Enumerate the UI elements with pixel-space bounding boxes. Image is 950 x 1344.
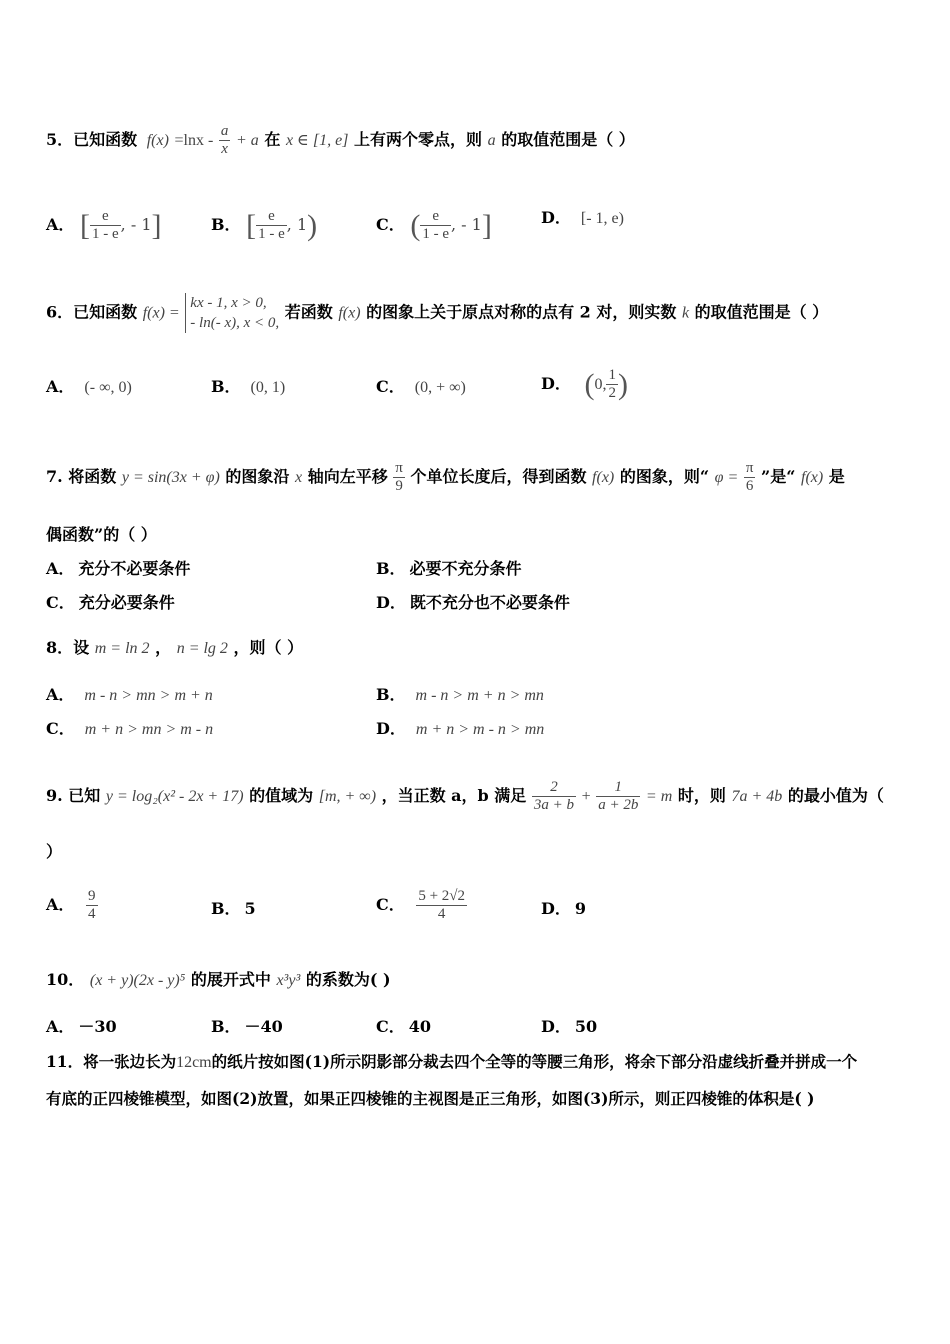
- q10-tail: 的系数为( ): [305, 970, 391, 989]
- q5-option-a-rest: , - 1: [120, 215, 152, 234]
- q7-phi: φ =: [714, 469, 739, 486]
- q7-mid2: 轴向左平移: [307, 467, 388, 486]
- q9-plus: +: [581, 788, 591, 805]
- q5-option-c-close: ]: [481, 208, 492, 242]
- q9-option-a[interactable]: A． $\frac{9}{4}$: [46, 888, 96, 922]
- q5-option-c[interactable]: [376, 208, 492, 243]
- q7-option-d[interactable]: D． 既不充分也不必要条件: [376, 593, 570, 612]
- q9-expr: 7a + 4b: [731, 788, 783, 805]
- q9-option-d-value: 9: [574, 899, 587, 918]
- q6-stem: [46, 293, 910, 333]
- q7-stem: [46, 460, 910, 495]
- q5-option-a-close: ]: [151, 208, 162, 242]
- q5-tail-text: 的取值范围是（ ）: [501, 130, 635, 149]
- q7-mid4: 的图象，则“: [619, 467, 710, 486]
- q6-option-a-value: (- ∞, 0): [84, 379, 132, 396]
- q7-option-c[interactable]: C． 充分必要条件: [46, 593, 175, 612]
- q9-option-b-value: 5: [244, 899, 256, 918]
- q5-option-c-open: (: [410, 208, 421, 242]
- q8-tail: ，则（ ）: [233, 638, 304, 657]
- q9-option-d[interactable]: D． 9: [541, 899, 587, 918]
- q11-pre: 11．将一张边长为: [46, 1052, 177, 1071]
- q5-option-c-label: C．: [376, 215, 405, 234]
- q6-option-c[interactable]: [376, 377, 466, 398]
- q6-option-d-frac: $\frac{1}{2}$: [608, 367, 616, 401]
- q6-option-d-label: D．: [541, 374, 571, 393]
- q5-option-d-value: [- 1, e): [580, 210, 624, 227]
- q6-tail-text: 的图象上关于原点对称的点有 2 对，则实数: [366, 302, 677, 322]
- q10-option-a-value: －30: [78, 1017, 117, 1036]
- q7-option-d-value: 既不充分也不必要条件: [409, 593, 570, 612]
- q5-at: 在: [264, 130, 281, 149]
- q9-frac-2: $\frac{1}{a + 2b}$: [598, 779, 639, 813]
- q9-func: y = log₂(x² - 2x + 17): [105, 788, 244, 805]
- q5-option-b-rest: , 1: [286, 215, 308, 234]
- q9-frac-1: $\frac{2}{3a + b}$: [533, 779, 575, 813]
- q9-stem: [46, 779, 910, 814]
- q5-option-a-frac: $\frac{e}{1 - e}$: [92, 208, 119, 242]
- q5-option-b-open: [: [246, 208, 257, 242]
- q6-option-a[interactable]: [46, 377, 132, 398]
- q5-frac-den: x: [221, 141, 228, 157]
- q7-shift-frac: $\frac{\pi}{9}$: [395, 460, 403, 494]
- q7-line2: 偶函数”的（ ）: [46, 525, 157, 544]
- q7-func: y = sin(3x + φ): [121, 469, 220, 486]
- q5-stem: [46, 123, 910, 158]
- q10-number: 10．: [46, 970, 85, 989]
- q5-number: 5．已知函数: [46, 130, 138, 149]
- q8-m: m = ln 2: [94, 640, 150, 657]
- q6-option-b[interactable]: [211, 377, 285, 398]
- q5-option-b-frac: $\frac{e}{1 - e}$: [258, 208, 285, 242]
- q5-option-d-label: D．: [541, 208, 571, 227]
- q5-option-b-close: ): [307, 208, 318, 242]
- q5-frac-num: a: [220, 123, 229, 139]
- q6-option-c-label: C．: [376, 377, 405, 396]
- q5-option-a-label: A．: [46, 215, 75, 234]
- q9-number: 9. 已知: [46, 786, 101, 805]
- q5-func-eq: =lnx -: [174, 132, 214, 149]
- q7-stem-line2: [46, 525, 910, 545]
- q8-option-b-value: m - n > m + n > mn: [415, 687, 544, 704]
- q10-option-b-value: －40: [244, 1017, 283, 1036]
- q9-stem-line2: [46, 842, 910, 862]
- q8-option-a-value: m - n > mn > m + n: [84, 687, 213, 704]
- q10-option-c-value: 40: [408, 1017, 432, 1036]
- q11-stem: [46, 1052, 910, 1073]
- q11-stem-line2: [46, 1089, 910, 1109]
- q6-option-d[interactable]: D． (0, $\frac{1}{2}$ ): [541, 367, 628, 401]
- q7-option-a[interactable]: A． 充分不必要条件: [46, 559, 191, 578]
- q9-line2: ）: [46, 842, 63, 861]
- q5-domain: x ∈ [1, e]: [285, 132, 349, 149]
- q8-comma: ，: [155, 638, 172, 657]
- q11-len: 12cm: [176, 1054, 212, 1071]
- q6-cases: [185, 293, 279, 333]
- q5-option-d[interactable]: [541, 208, 624, 229]
- q7-option-b[interactable]: B． 必要不充分条件: [376, 559, 522, 578]
- q8-option-c[interactable]: C． m + n > mn > m - n: [46, 719, 214, 738]
- q5-option-a[interactable]: [46, 208, 162, 243]
- q7-option-b-value: 必要不充分条件: [409, 559, 522, 578]
- q6-option-b-label: B．: [211, 377, 241, 396]
- q10-term: x³y³: [276, 972, 301, 989]
- q5-option-b-label: B．: [211, 215, 241, 234]
- q6-option-d-pre: 0,: [594, 376, 607, 393]
- q8-stem: [46, 638, 910, 659]
- q7-phi-frac: $\frac{\pi}{6}$: [745, 460, 754, 494]
- q10-expr: (x + y)(2x - y)⁵: [89, 972, 186, 989]
- q10-stem: [46, 970, 910, 991]
- q5-option-c-frac: $\frac{e}{1 - e}$: [422, 208, 449, 242]
- q7-fx: f(x): [592, 469, 615, 486]
- q5-plus-a: + a: [235, 132, 259, 149]
- q8-option-a[interactable]: A． m - n > mn > m + n: [46, 685, 213, 704]
- q9-eqm: = m: [645, 788, 673, 805]
- q9-mid2: ，当正数 a，b 满足: [381, 786, 527, 805]
- q7-mid5: ”是“: [761, 467, 796, 486]
- q6-number: 6．已知函数: [46, 302, 138, 322]
- q8-option-c-value: m + n > mn > m - n: [84, 721, 214, 738]
- q8-option-b[interactable]: B． m - n > m + n > mn: [376, 685, 544, 704]
- q10-option-c[interactable]: C． 40: [376, 1017, 432, 1036]
- q11-line1: 的纸片按如图(1)所示阴影部分裁去四个全等的等腰三角形，将余下部分沿虚线折叠并拼成一个: [211, 1052, 858, 1071]
- q7-option-a-value: 充分不必要条件: [78, 559, 191, 578]
- q8-option-d[interactable]: D． m + n > m - n > mn: [376, 719, 545, 738]
- q7-option-c-value: 充分必要条件: [78, 593, 175, 612]
- q6-option-b-value: (0, 1): [250, 379, 286, 396]
- q6-case-2: - ln(- x), x < 0,: [190, 315, 280, 331]
- q6-var-k: k: [681, 304, 690, 322]
- q6-end-text: 的取值范围是（ ）: [694, 302, 829, 322]
- q9-mid1: 的值域为: [249, 786, 314, 805]
- q7-number: 7. 将函数: [46, 467, 117, 486]
- q5-var-a: a: [487, 132, 496, 149]
- q6-func2: f(x): [338, 304, 361, 322]
- q6-case-1: kx - 1, x > 0,: [190, 295, 267, 311]
- q7-mid1: 的图象沿: [225, 467, 290, 486]
- q9-option-a-frac: $\frac{9}{4}$: [88, 888, 96, 922]
- q7-mid3: 个单位长度后，得到函数: [410, 467, 587, 486]
- q6-mid-text: 若函数: [284, 302, 333, 322]
- q9-mid3: 时，则: [677, 786, 726, 805]
- q7-fx2: f(x): [801, 469, 824, 486]
- q5-option-c-rest: , - 1: [450, 215, 482, 234]
- q8-n: n = lg 2: [176, 640, 228, 657]
- q6-option-c-value: (0, + ∞): [414, 379, 466, 396]
- q9-option-b[interactable]: B． 5: [211, 899, 256, 918]
- q6-option-a-label: A．: [46, 377, 75, 396]
- q8-number: 8．设: [46, 638, 90, 657]
- q5-func-arg: (x): [151, 132, 169, 149]
- q10-option-d[interactable]: D． 50: [541, 1017, 598, 1036]
- q5-option-b[interactable]: [211, 208, 317, 243]
- q5-fraction: [219, 123, 231, 158]
- q9-tail: 的最小值为（: [787, 786, 884, 805]
- q8-option-d-value: m + n > m - n > mn: [415, 721, 545, 738]
- q10-option-d-value: 50: [574, 1017, 598, 1036]
- q10-option-a[interactable]: A． －30: [46, 1017, 117, 1036]
- q5-option-a-open: [: [80, 208, 90, 242]
- q9-option-c[interactable]: C． $\frac{5 + 2√2}{4}$: [376, 888, 466, 922]
- q10-mid: 的展开式中: [190, 970, 271, 989]
- q5-func-name: f: [146, 132, 152, 149]
- q9-option-c-frac: $\frac{5 + 2√2}{4}$: [418, 888, 466, 922]
- q9-range: [m, + ∞): [318, 788, 377, 805]
- q11-line2: 有底的正四棱锥模型，如图(2)放置，如果正四棱锥的主视图是正三角形，如图(3)所示，则正四棱锥的体积是( ): [46, 1089, 815, 1108]
- q6-func: f(x) =: [142, 304, 180, 322]
- q7-xvar: x: [295, 469, 303, 486]
- q10-option-b[interactable]: B． －40: [211, 1017, 283, 1036]
- q7-tail: 是: [828, 467, 845, 486]
- q5-mid-text: 上有两个零点，则: [354, 130, 483, 149]
